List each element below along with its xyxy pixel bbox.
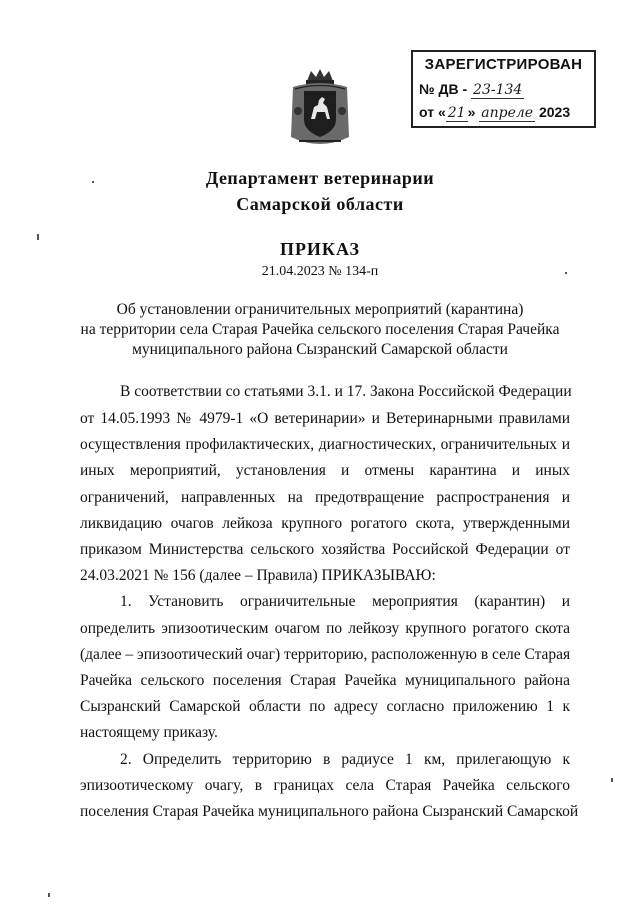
- scan-speck: [48, 893, 50, 897]
- stamp-number-line: [419, 81, 590, 98]
- subject-line: на территории села Старая Рачейка сельского поселения Старая Рачейка: [80, 321, 560, 338]
- stamp-number-prefix: № ДВ -: [419, 81, 468, 97]
- stamp-date-year: 2023: [538, 104, 571, 120]
- body-line: ликвидацию очагов лейкоза крупного рогатого скота, утвержденными: [80, 515, 570, 532]
- body-line: от 14.05.1993 № 4979-1 «О ветеринарии» и Ветеринарными правилами: [80, 410, 570, 427]
- stamp-date-day: 21: [447, 105, 466, 121]
- body-line: 24.03.2021 № 156 (далее – Правила) ПРИКАЗЫВАЮ:: [80, 567, 436, 584]
- body-line: приказом Министерства сельского хозяйства Российской Федерации от: [80, 541, 570, 558]
- stamp-date-line: [419, 104, 590, 121]
- coat-of-arms-icon: [289, 67, 351, 151]
- stamp-number-handwritten: 23-134: [473, 82, 523, 98]
- body-line: 2. Определить территорию в радиусе 1 км, прилегающую к: [120, 751, 570, 768]
- scan-speck: [37, 234, 39, 240]
- subject-line: Об установлении ограничительных мероприятий (карантина): [116, 301, 524, 318]
- order-date-number: 21.04.2023 № 134-п: [261, 264, 379, 279]
- department-name-line2: Самарской области: [236, 194, 404, 214]
- stamp-date-mid: »: [467, 104, 476, 120]
- body-line: ограничений, направленных на предотвращение распространения и: [80, 489, 570, 506]
- body-line: эпизоотическому очагу, в границах села Старая Рачейка сельского: [80, 777, 570, 794]
- body-line: поселения Старая Рачейка муниципального района Сызранский Самарской: [80, 803, 579, 820]
- document-type: ПРИКАЗ: [279, 239, 361, 259]
- stamp-date-month: апреле: [481, 105, 534, 121]
- body-line: 1. Установить ограничительные мероприятия (карантин) и: [120, 593, 570, 610]
- body-line: осуществления профилактических, диагностических, ограничительных и: [80, 436, 570, 453]
- body-line: Рачейка сельского поселения Старая Рачейка муниципального района: [80, 672, 570, 689]
- scan-speck: [92, 181, 94, 183]
- subject-line: муниципального района Сызранский Самарской области: [132, 341, 508, 358]
- body-line: определить эпизоотическим очагом по лейкозу крупного рогатого скота: [80, 620, 570, 637]
- body-line: (далее – эпизоотический очаг) территорию, расположенную в селе Старая: [80, 646, 571, 663]
- body-line: настоящему приказу.: [80, 724, 218, 741]
- scan-speck: [611, 778, 613, 782]
- registration-stamp: [411, 50, 596, 128]
- department-name-line1: Департамент ветеринарии: [205, 168, 435, 188]
- body-line: иных мероприятий, установления и отмены карантина и иных: [80, 462, 570, 479]
- body-line: Сызранский Самарской области по адресу согласно приложению 1 к: [80, 698, 570, 715]
- stamp-date-prefix: от «: [419, 104, 446, 120]
- scan-speck: [565, 272, 567, 274]
- stamp-title: ЗАРЕГИСТРИРОВАН: [424, 56, 583, 73]
- body-line: В соответствии со статьями 3.1. и 17. Закона Российской Федерации: [120, 383, 572, 400]
